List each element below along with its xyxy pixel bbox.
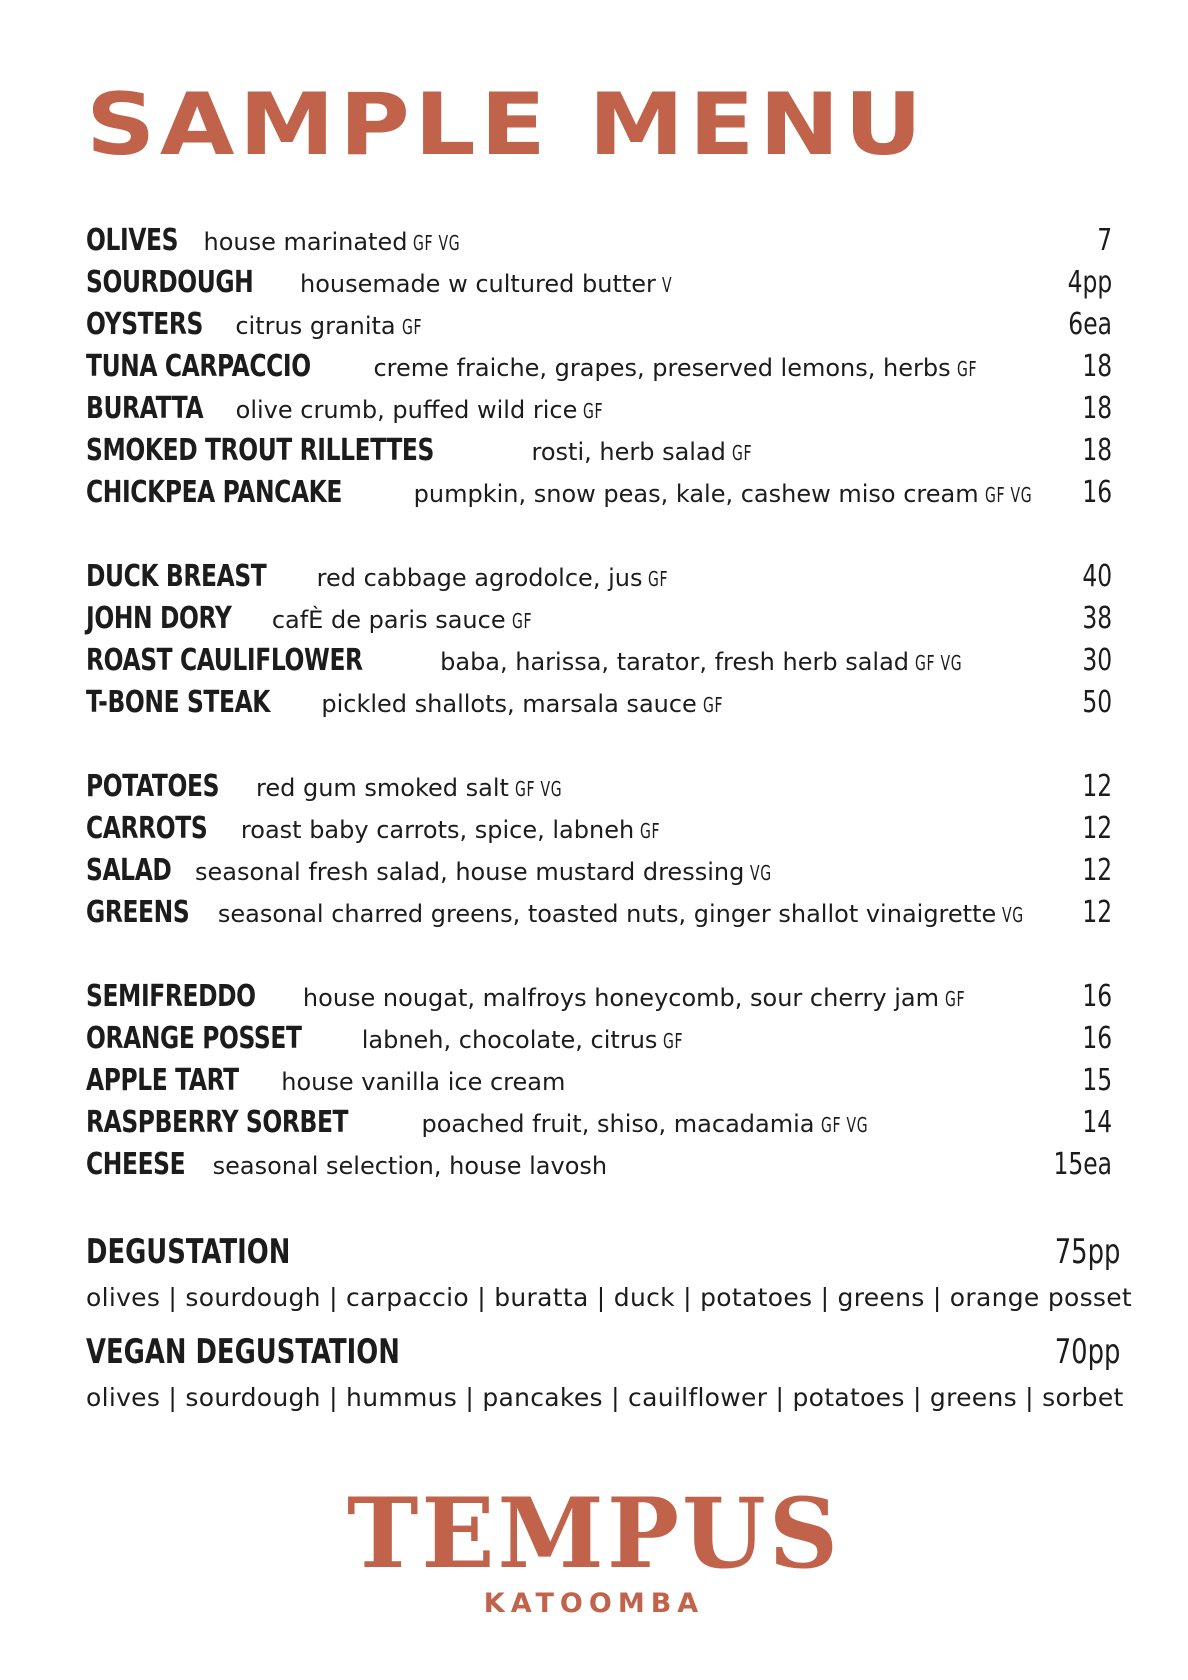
- item-price: 16: [1082, 1021, 1112, 1056]
- dietary-tag: GF: [702, 693, 724, 717]
- item-description: cafÈ de paris sauce: [271, 606, 506, 634]
- menu-item: [86, 682, 1112, 724]
- dietary-tag: GF: [731, 441, 753, 465]
- item-price: 18: [1082, 349, 1112, 384]
- menu-item: [86, 976, 1112, 1018]
- item-price: 12: [1082, 769, 1112, 804]
- item-name: OYSTERS: [86, 307, 203, 342]
- dietary-tag: GF: [401, 315, 422, 339]
- menu-item: [86, 892, 1112, 934]
- item-description: red cabbage agrodolce, jus: [316, 564, 643, 592]
- menu-item: [86, 808, 1112, 850]
- vegan-degustation-courses: olives | sourdough | hummus | pancakes | cauilflower | potatoes | greens | sorbet: [86, 1383, 1124, 1412]
- item-price: 6ea: [1068, 307, 1112, 342]
- item-name: SALAD: [86, 853, 172, 888]
- item-name: BURATTA: [86, 391, 204, 426]
- item-price: 12: [1082, 853, 1112, 888]
- vegan-degustation-header: [86, 1328, 1120, 1376]
- item-name: APPLE TART: [86, 1063, 239, 1098]
- degustation-name: DEGUSTATION: [86, 1232, 291, 1272]
- menu-item: [86, 598, 1112, 640]
- dietary-tag: GF: [640, 819, 661, 843]
- menu-section-mains: [86, 556, 1112, 724]
- dietary-tag: GF VG: [413, 231, 461, 255]
- item-description: citrus granita: [235, 312, 396, 340]
- item-price: 50: [1082, 685, 1112, 720]
- item-name: ORANGE POSSET: [86, 1021, 302, 1056]
- item-description: house vanilla ice cream: [281, 1068, 566, 1096]
- dietary-tag: V: [661, 273, 673, 297]
- item-price: 18: [1082, 391, 1112, 426]
- item-description: rosti, herb salad: [531, 438, 726, 466]
- degustation-courses: olives | sourdough | carpaccio | buratta | duck | potatoes | greens | orange posset: [86, 1283, 1133, 1312]
- item-name: DUCK BREAST: [86, 559, 267, 594]
- item-price: 15: [1082, 1063, 1112, 1098]
- item-description: red gum smoked salt: [256, 774, 509, 802]
- item-price: 15ea: [1053, 1147, 1112, 1182]
- dietary-tag: GF VG: [514, 777, 563, 801]
- dietary-tag: VG: [1002, 903, 1025, 927]
- item-description: housemade w cultured butter: [299, 270, 656, 298]
- item-price: 12: [1082, 811, 1112, 846]
- menu-item: [86, 1144, 1112, 1186]
- menu-item: [86, 472, 1112, 514]
- item-price: 40: [1082, 559, 1112, 594]
- item-name: CHICKPEA PANCAKE: [86, 475, 343, 510]
- item-price: 4pp: [1067, 265, 1112, 300]
- menu-item: [86, 556, 1112, 598]
- item-description: poached fruit, shiso, macadamia: [421, 1110, 815, 1138]
- dietary-tag: GF VG: [915, 651, 963, 675]
- menu-item: [86, 220, 1112, 262]
- item-description: house nougat, malfroys honeycomb, sour cherry jam: [302, 984, 939, 1012]
- dietary-tag: GF VG: [820, 1113, 868, 1137]
- item-description: seasonal charred greens, toasted nuts, ginger shallot vinaigrette: [217, 900, 997, 928]
- item-description: pumpkin, snow peas, kale, cashew miso cream: [413, 480, 979, 508]
- menu-item: [86, 1018, 1112, 1060]
- item-price: 12: [1082, 895, 1112, 930]
- item-description: pickled shallots, marsala sauce: [321, 690, 697, 718]
- item-name: RASPBERRY SORBET: [86, 1105, 349, 1140]
- menu-section-desserts: [86, 976, 1112, 1186]
- item-description: labneh, chocolate, citrus: [361, 1026, 658, 1054]
- item-price: 16: [1082, 475, 1112, 510]
- dietary-tag: GF: [945, 987, 966, 1011]
- item-description: olive crumb, puffed wild rice: [235, 396, 578, 424]
- degustation-header: [86, 1228, 1120, 1276]
- menu-item: [86, 640, 1112, 682]
- item-name: GREENS: [86, 895, 190, 930]
- vegan-degustation-name: VEGAN DEGUSTATION: [86, 1332, 400, 1372]
- item-price: 18: [1082, 433, 1112, 468]
- item-price: 30: [1082, 643, 1112, 678]
- menu-item: [86, 430, 1112, 472]
- item-description: creme fraiche, grapes, preserved lemons, herbs: [373, 354, 951, 382]
- item-description: baba, harissa, tarator, fresh herb salad: [440, 648, 910, 676]
- item-price: 7: [1097, 223, 1112, 258]
- page-title: SAMPLE MENU: [86, 75, 927, 175]
- item-name: T-BONE STEAK: [86, 685, 271, 720]
- menu-section-sides: [86, 766, 1112, 934]
- item-name: TUNA CARPACCIO: [86, 349, 311, 384]
- menu-section-starters: [86, 220, 1112, 514]
- item-description: seasonal fresh salad, house mustard dressing: [194, 858, 745, 886]
- item-name: CARROTS: [86, 811, 208, 846]
- item-price: 38: [1082, 601, 1112, 636]
- item-name: JOHN DORY: [86, 601, 232, 636]
- brand-logo: [0, 1477, 1188, 1619]
- vegan-degustation-block: [86, 1328, 1124, 1420]
- menu-item: [86, 850, 1112, 892]
- menu-item: [86, 1060, 1112, 1102]
- item-name: POTATOES: [86, 769, 220, 804]
- menu-item: [86, 766, 1112, 808]
- item-name: SEMIFREDDO: [86, 979, 256, 1014]
- dietary-tag: GF: [663, 1029, 684, 1053]
- item-description: roast baby carrots, spice, labneh: [240, 816, 635, 844]
- item-name: SOURDOUGH: [86, 265, 254, 300]
- item-name: CHEESE: [86, 1147, 186, 1182]
- menu-item: [86, 304, 1112, 346]
- dietary-tag: VG: [750, 861, 773, 885]
- item-name: ROAST CAULIFLOWER: [86, 643, 363, 678]
- vegan-degustation-price: 70pp: [1054, 1332, 1120, 1372]
- brand-location: KATOOMBA: [483, 1588, 705, 1619]
- dietary-tag: GF VG: [984, 483, 1032, 507]
- menu-item: [86, 1102, 1112, 1144]
- item-description: seasonal selection, house lavosh: [212, 1152, 608, 1180]
- dietary-tag: GF: [583, 399, 604, 423]
- brand-name: TEMPUS: [346, 1477, 842, 1590]
- menu-item: [86, 346, 1112, 388]
- degustation-price: 75pp: [1054, 1232, 1120, 1272]
- item-name: SMOKED TROUT RILLETTES: [86, 433, 434, 468]
- dietary-tag: GF: [511, 609, 532, 633]
- item-name: OLIVES: [86, 223, 179, 258]
- dietary-tag: GF: [648, 567, 669, 591]
- item-description: house marinated: [203, 228, 408, 256]
- dietary-tag: GF: [956, 357, 977, 381]
- item-price: 14: [1082, 1105, 1112, 1140]
- menu-item: [86, 388, 1112, 430]
- item-price: 16: [1082, 979, 1112, 1014]
- menu-list: [86, 220, 1112, 1186]
- degustation-block: [86, 1228, 1133, 1320]
- menu-item: [86, 262, 1112, 304]
